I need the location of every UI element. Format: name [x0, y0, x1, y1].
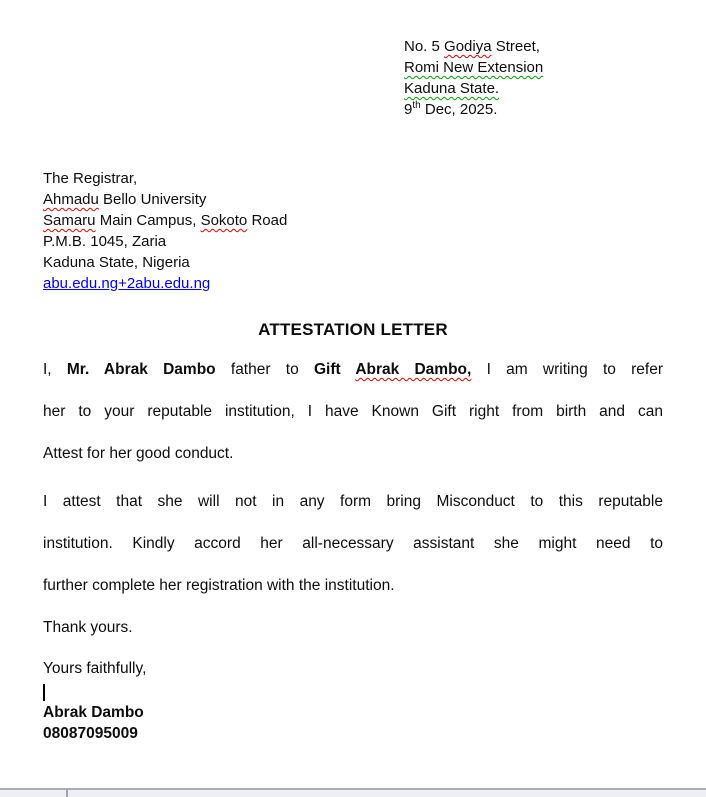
sender-address-block	[404, 36, 543, 120]
address-text: Kaduna State, Nigeria	[43, 254, 190, 271]
bold-name-text: Mr. Abrak Dambo	[66, 361, 216, 378]
date-rest: Dec, 2025.	[420, 101, 498, 118]
body-text: I,	[43, 361, 67, 378]
address-text: The Registrar,	[43, 170, 138, 187]
date-line	[404, 99, 543, 120]
grammar-flagged-text: Kaduna State.	[404, 80, 500, 97]
thanks-line: Thank yours.	[43, 619, 133, 636]
address-text: No. 5	[404, 38, 445, 55]
recipient-address-line	[43, 273, 287, 294]
misspelled-word: Ahmadu	[43, 191, 99, 208]
paragraph-line: her to your reputable institution, I have Known Gift right from birth and can	[43, 403, 663, 420]
sender-address-line	[404, 57, 543, 78]
letter-title: ATTESTATION LETTER	[258, 320, 448, 339]
email-hyperlink[interactable]: abu.edu.ng+2abu.edu.ng	[43, 275, 211, 292]
paragraph-line	[43, 349, 663, 391]
body-text: father to	[215, 361, 314, 378]
status-bar-divider	[66, 790, 68, 797]
bold-name-text: Gift	[313, 361, 356, 378]
text-cursor	[43, 684, 45, 701]
sender-address-line	[404, 36, 543, 57]
recipient-address-line	[43, 168, 287, 189]
address-text: Bello University	[98, 191, 207, 208]
body-text: I am writing to refer	[471, 361, 663, 378]
recipient-address-line	[43, 231, 287, 252]
grammar-flagged-text: Romi New Extension	[404, 59, 544, 76]
paragraph-line: further complete her registration with the institution.	[43, 577, 395, 594]
address-text: Street,	[491, 38, 540, 55]
recipient-address-block	[43, 168, 287, 294]
recipient-address-line	[43, 252, 287, 273]
misspelled-word: Godiya	[444, 38, 492, 55]
address-text: Road	[247, 212, 288, 229]
bold-misspelled-name: Abrak Dambo,	[355, 361, 472, 378]
valediction-line: Yours faithfully,	[43, 660, 147, 677]
address-text: P.M.B. 1045, Zaria	[43, 233, 167, 250]
date-ordinal: th	[412, 100, 421, 111]
paragraph-line: I attest that she will not in any form bring Misconduct to this reputable	[43, 493, 663, 510]
signature-name: Abrak Dambo	[43, 704, 144, 721]
paragraph-line: Attest for her good conduct.	[43, 445, 234, 462]
misspelled-word: Samaru	[43, 212, 96, 229]
recipient-address-line	[43, 210, 287, 231]
body-paragraph-2	[43, 481, 663, 607]
recipient-address-line	[43, 189, 287, 210]
body-paragraph-1	[43, 349, 663, 475]
signature-phone: 08087095009	[43, 725, 138, 742]
misspelled-word: Sokoto	[200, 212, 248, 229]
sender-address-line	[404, 78, 543, 99]
status-bar	[0, 788, 706, 797]
date-day: 9	[404, 101, 413, 118]
paragraph-line: institution. Kindly accord her all-necessary assistant she might need to	[43, 535, 663, 552]
address-text: Main Campus,	[95, 212, 201, 229]
